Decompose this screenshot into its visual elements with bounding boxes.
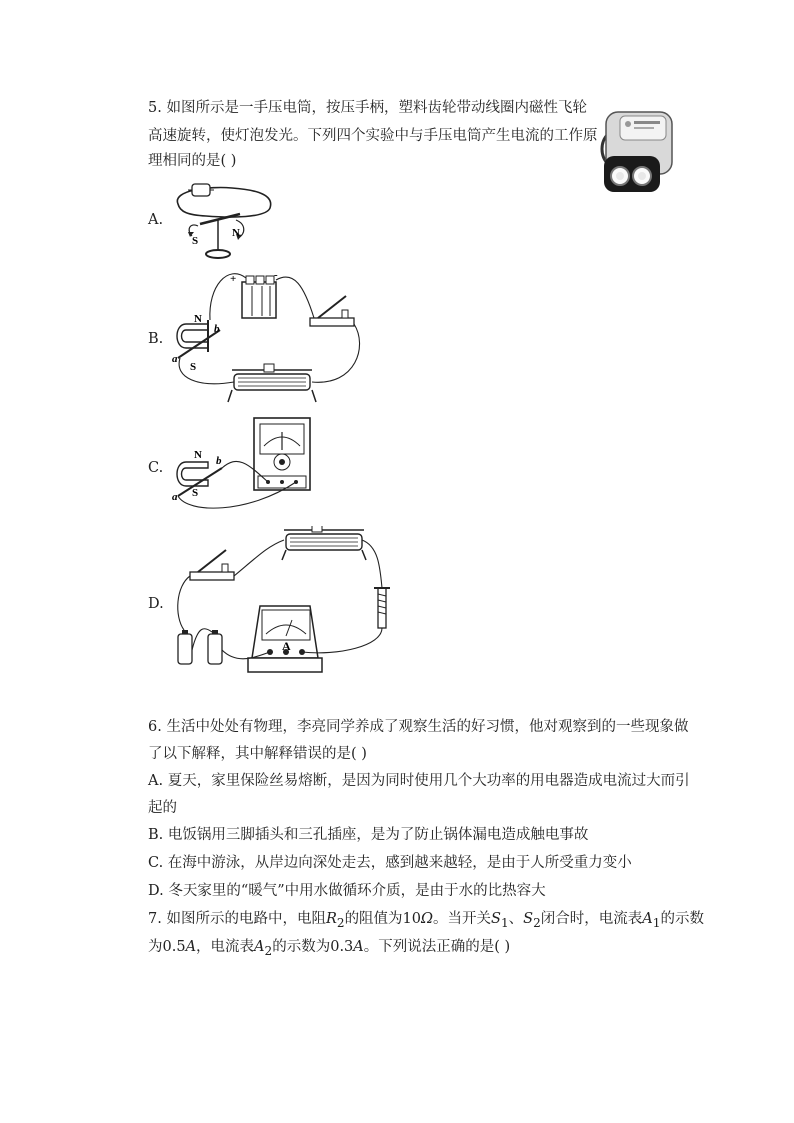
q7-text-3: 。当开关	[433, 911, 492, 927]
q5-figure-d	[168, 526, 394, 686]
q6-line2: 了以下解释，其中解释错误的是( )	[148, 746, 367, 762]
q7-s1-symbol: S	[491, 911, 501, 927]
q6-option-c: C. 在海中游泳，从岸边向深处走去，感到越来越轻，是由于人所受重力变小	[148, 855, 632, 871]
q5-figure-b	[168, 266, 368, 410]
flashlight-image	[596, 104, 678, 196]
q6-option-b: B. 电饭锅用三脚插头和三孔插座，是为了防止锅体漏电造成触电事故	[148, 827, 589, 843]
q5-line3: 理相同的是( )	[148, 153, 237, 169]
fig-b-n-label: N	[194, 313, 202, 325]
q7-text-10: 。下列说法正确的是( )	[363, 939, 511, 955]
q6-line1: 6. 生活中处处有物理，李亮同学养成了观察生活的好习惯，他对观察到的一些现象做	[148, 719, 689, 735]
q7-text-1: 7. 如图所示的电路中，电阻	[148, 911, 326, 927]
q7-text-9: 的示数为0.3	[272, 939, 354, 955]
q7-text-5: 闭合时，电流表	[540, 911, 643, 927]
fig-c-b-label: b	[216, 455, 222, 467]
q7-text-6: 的示数	[660, 911, 704, 927]
q7-r2-symbol: R	[325, 911, 337, 927]
fig-c-n-label: N	[194, 449, 202, 461]
q5-option-c-label: C.	[148, 460, 164, 476]
q7-text-8: ，电流表	[196, 939, 255, 955]
q7-text-2: 的阻值为10	[344, 911, 422, 927]
q5-option-d-label: D.	[148, 596, 164, 612]
q7-a1-subscript: 1	[652, 915, 661, 930]
q7-a2-subscript: 2	[264, 943, 273, 958]
q7-s2-subscript: 2	[533, 915, 541, 930]
fig-b-a-label: a	[172, 353, 178, 365]
q7-text-4: 、	[508, 911, 524, 927]
q5-option-a-label: A.	[148, 212, 164, 228]
q6-option-d: D. 冬天家里的“暖气”中用水做循环介质，是由于水的比热容大	[148, 883, 546, 899]
q7-text-7: 为0.5	[148, 939, 186, 955]
q7-r2-subscript: 2	[336, 915, 345, 930]
q7-unit-2: A	[353, 939, 364, 955]
q5-line1: 5. 如图所示是一手压电筒，按压手柄，塑料齿轮带动线圈内磁性飞轮	[148, 100, 587, 116]
q7-a2-symbol: A	[254, 939, 265, 955]
q7-line2	[148, 933, 510, 965]
fig-b-s-label: S	[190, 361, 197, 373]
fig-a-s-label: S	[192, 235, 199, 247]
fig-b-b-label: b	[214, 323, 220, 335]
q7-a1-symbol: A	[642, 911, 653, 927]
fig-c-s-label: S	[192, 487, 199, 499]
q6-option-a-line1: A. 夏天，家里保险丝易熔断，是因为同时使用几个大功率的用电器造成电流过大而引	[148, 773, 690, 789]
q7-ohm-symbol: Ω	[421, 911, 434, 927]
q5-figure-c	[168, 414, 318, 516]
fig-b-plus-label: +	[230, 273, 237, 285]
fig-d-ammeter-label: A	[282, 639, 291, 653]
q7-unit-1: A	[185, 939, 197, 955]
q7-s1-subscript: 1	[500, 915, 509, 930]
fig-c-a-label: a	[172, 491, 178, 503]
q5-option-b-label: B.	[148, 331, 164, 347]
q7-s2-symbol: S	[523, 911, 534, 927]
fig-a-n-label: N	[232, 227, 240, 239]
fig-b-minus-label: -	[274, 269, 278, 281]
q6-option-a-line2: 起的	[148, 800, 177, 816]
q5-figure-a	[170, 180, 280, 264]
q5-line2: 高速旋转，使灯泡发光。下列四个实验中与手压电筒产生电流的工作原	[148, 128, 598, 144]
